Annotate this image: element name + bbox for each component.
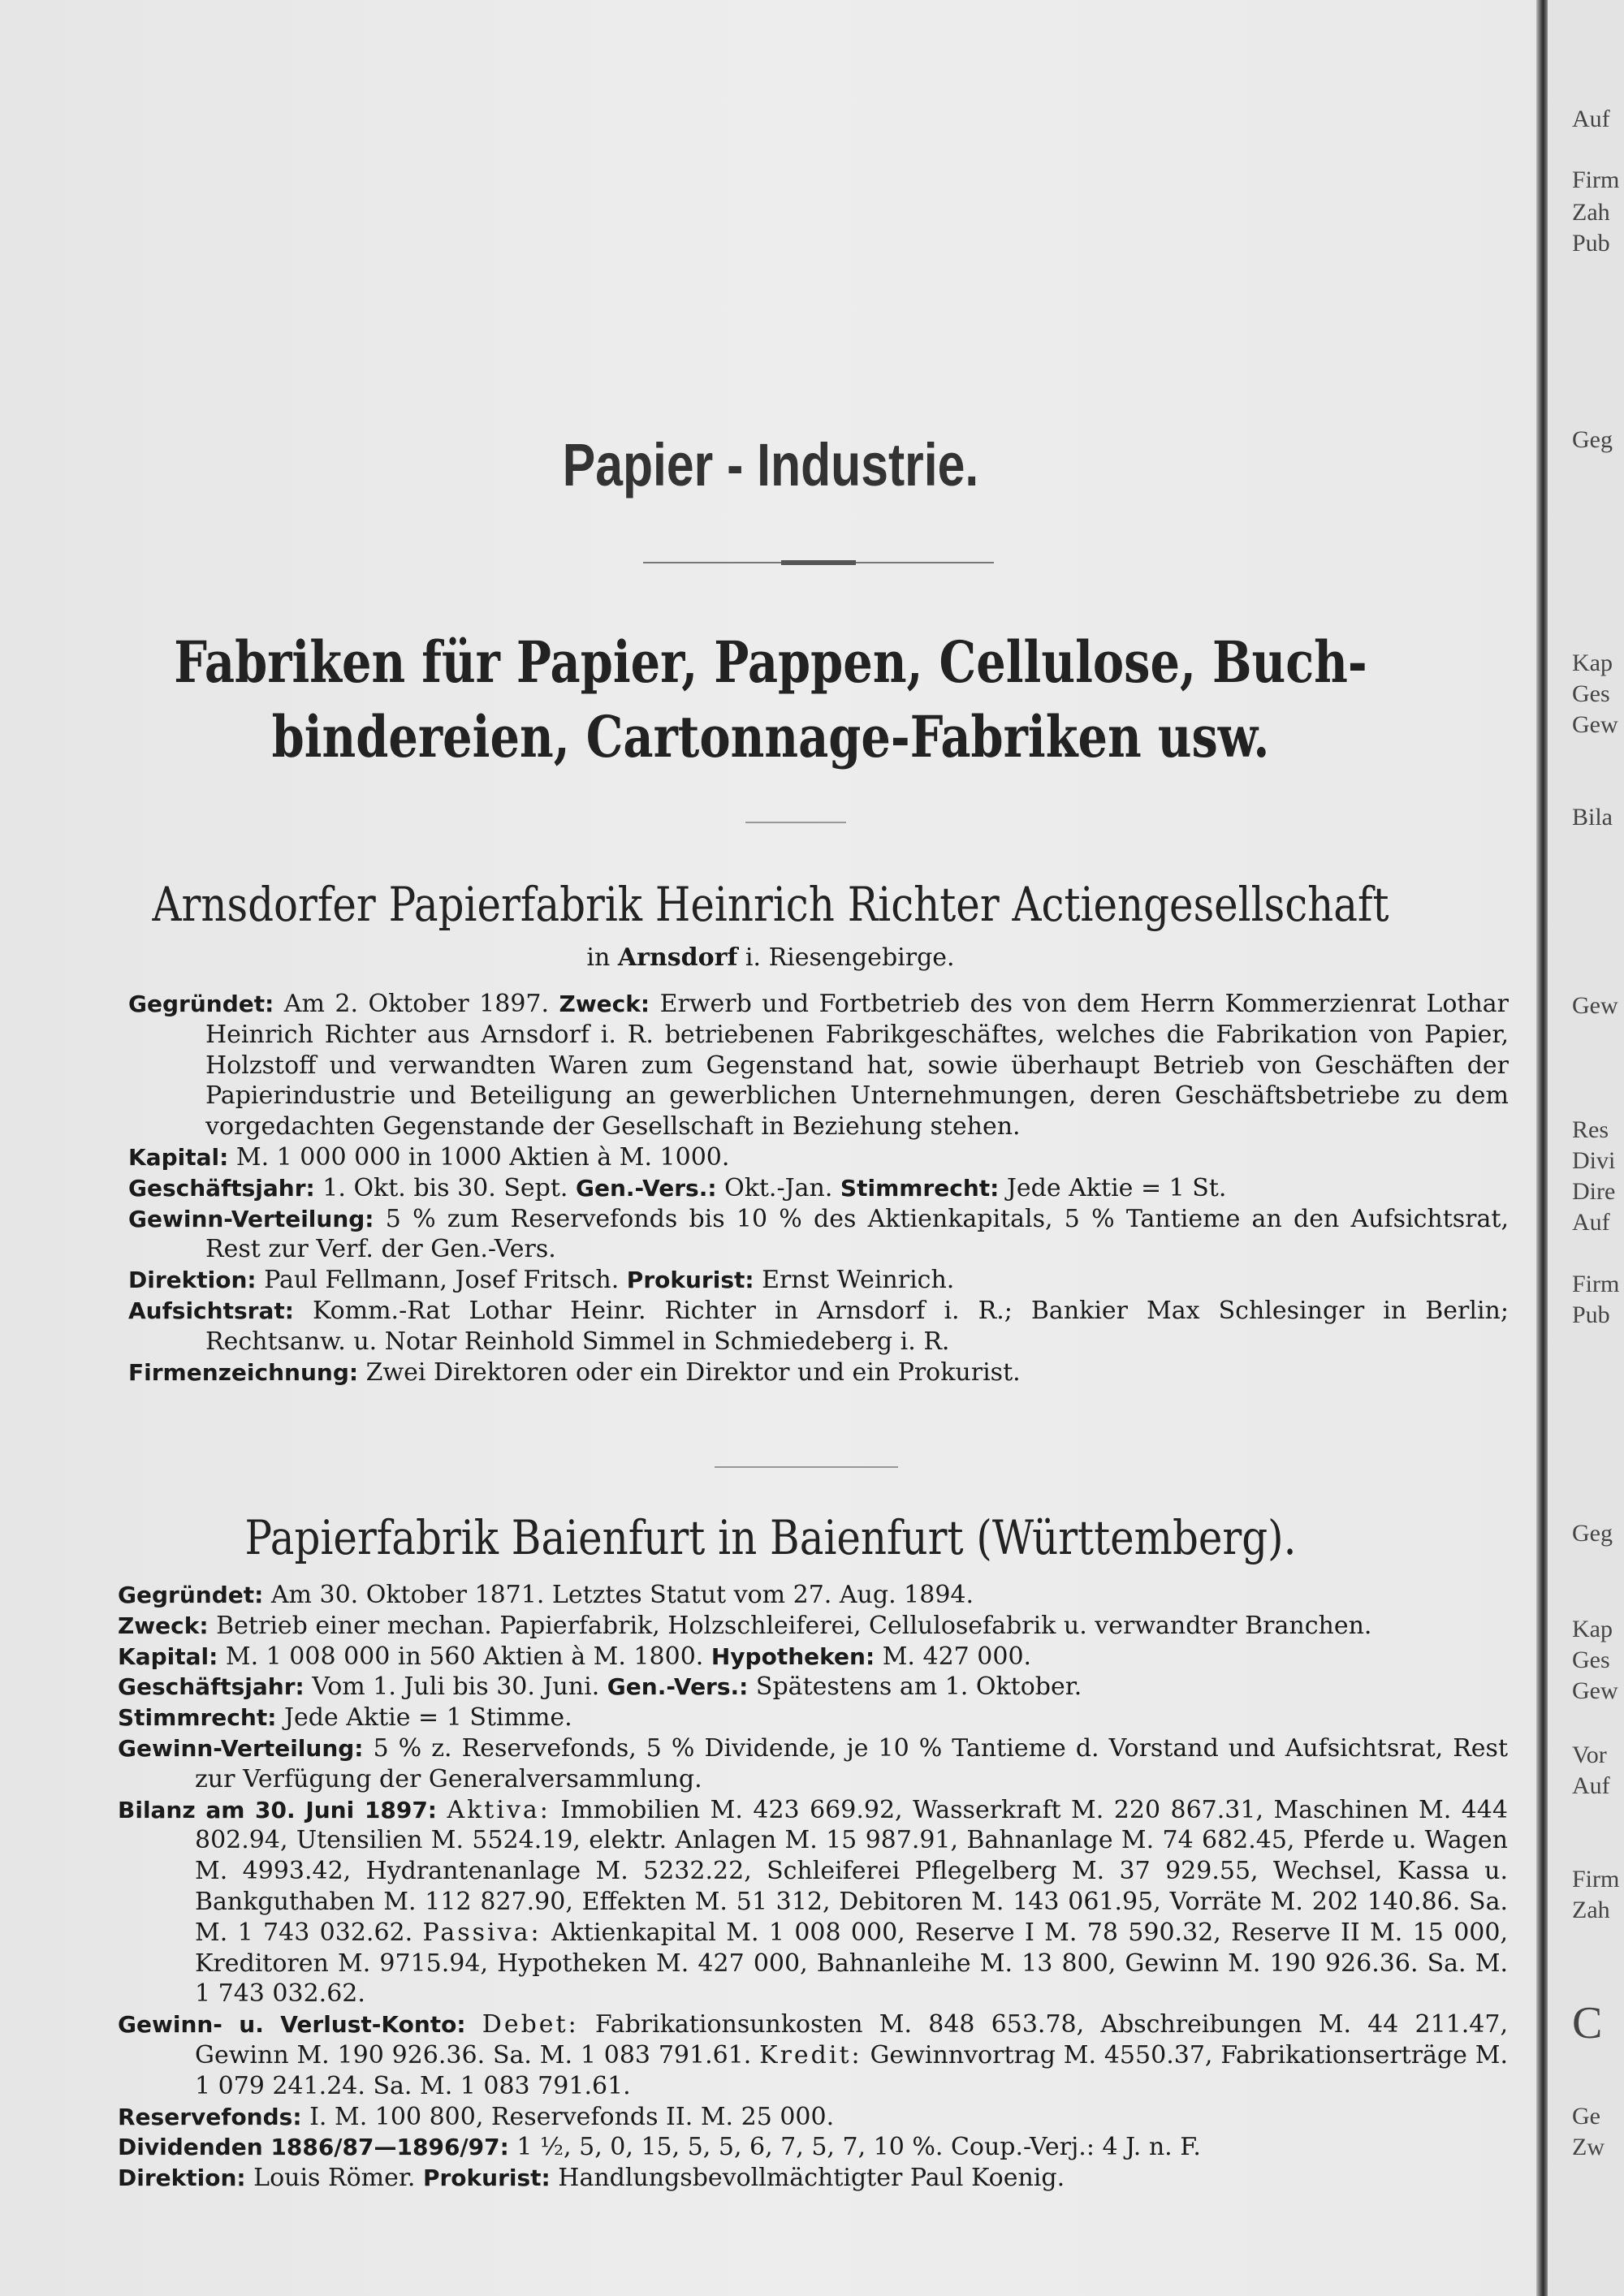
entry-label: Bilanz am 30. Juni 1897: <box>118 1796 437 1823</box>
firm1-location-suffix: i. Riesengebirge. <box>745 943 955 972</box>
entry-text: Am 2. Oktober 1897. <box>283 990 550 1018</box>
entry-label: Zweck: <box>118 1612 209 1639</box>
entry-kapital <box>118 1642 1508 1672</box>
entry-gewinn-verteilung <box>118 1733 1508 1795</box>
margin-fragment: Ge <box>1572 2103 1600 2130</box>
entry-label: Dividenden 1886/87—1896/97: <box>118 2134 509 2161</box>
margin-fragment: C <box>1572 1998 1603 2048</box>
entry-text: Spätestens am 1. Oktober. <box>755 1672 1082 1702</box>
entry-label: Direktion: <box>128 1267 257 1294</box>
entry-sublabel: Passiva: <box>422 1918 542 1947</box>
margin-fragment: Bila <box>1572 804 1613 831</box>
entry-label: Firmenzeichnung: <box>128 1358 359 1386</box>
margin-fragment: Gew <box>1572 1677 1618 1704</box>
entry-text: Fabrikationsunkosten M. 848 653.78, Abschreibungen M. 44 211.47, Gewinn M. 190 926.36. Sa. M. 1 083 791.61. <box>195 2010 1509 2069</box>
entry-text: Komm.-Rat Lothar Heinr. Richter in Arnsdorf i. R.; Bankier Max Schlesinger in Berlin; Rechtsanw. u. Notar Reinhold Simmel in Schmiedeberg i. R. <box>205 1296 1509 1356</box>
margin-fragment: Zw <box>1572 2134 1605 2160</box>
entry-text: Immobilien M. 423 669.92, Wasserkraft M. 220 867.31, Maschinen M. 444 802.94, Utensilien M. 5524.19, elektr. Anlagen M. 15 987.91, Bahnanlage M. 74 682.45, Pferde u. Wagen M. 4993.42, Hydrantenanlage M. 5232.22, Schleiferei Pflegelberg M. 37 929.55, Wechsel, Kassa u. Bankguthaben M. 112 827.90, Effekten M. 51 312, Debitoren M. 143 061.95, Vorräte M. 202 140.86. Sa. M. 1 743 032.62. <box>195 1795 1508 1947</box>
entry-text: 5 % z. Reservefonds, 5 % Dividende, je 10 % Tantieme d. Vorstand und Aufsichtsrat, Rest zur Verfügung der Generalversammlung. <box>195 1733 1508 1793</box>
entry-geschaeftsjahr <box>128 1173 1509 1204</box>
margin-fragment: Zah <box>1572 1897 1610 1923</box>
entry-text: M. 427 000. <box>882 1642 1032 1671</box>
entry-text: Erwerb und Fortbetrieb des von dem Herrn Kommerzienrat Lothar Heinrich Richter aus Arnsdorf i. R. betriebenen Fabrikgeschäftes, welches die Fabrikation von Papier, Holzstoff und verwandten Waren zum Gegenstand hat, sowie überhaupt Betrieb von Geschäften der Papierindustrie und Beteiligung an gewerblichen Unternehmungen, deren Geschäftsbetriebe zu dem vorgedachten Gegenstande der Gesellschaft in Beziehung stehen. <box>205 990 1509 1142</box>
entry-zweck <box>118 1611 1508 1642</box>
entry-text: I. M. 100 800, Reservefonds II. M. 25 000. <box>309 2102 835 2131</box>
margin-fragment: Geg <box>1572 1520 1613 1547</box>
entry-label: Stimmrecht: <box>840 1174 1000 1202</box>
firm1-location <box>0 943 1541 972</box>
entry-label: Geschäftsjahr: <box>128 1174 315 1202</box>
entry-text: Okt.-Jan. <box>724 1173 833 1202</box>
firm-separator-rule <box>715 1466 898 1468</box>
entry-text: M. 1 000 000 in 1000 Aktien à M. 1000. <box>235 1142 730 1172</box>
entry-label: Gen.-Vers.: <box>575 1174 717 1202</box>
entry-text: Aktienkapital M. 1 008 000, Reserve I M. 78 590.32, Reserve II M. 15 000, Kreditoren M. 9715.94, Hypotheken M. 427 000, Bahnanleihe M. 13 800, Gewinn M. 190 926.36. Sa. M. 1 743 032.62. <box>195 1918 1509 2009</box>
entry-label: Reservefonds: <box>118 2103 302 2130</box>
margin-fragment: Dire <box>1572 1178 1616 1205</box>
firm1-location-prefix: in <box>586 943 611 972</box>
margin-fragment: Firm <box>1572 166 1620 193</box>
margin-fragment: Firm <box>1572 1271 1620 1297</box>
entry-gegruendet <box>118 1580 1508 1611</box>
entry-text: Louis Römer. <box>253 2164 416 2193</box>
entry-sublabel: Debet: <box>482 2010 579 2039</box>
entry-direktion <box>128 1265 1509 1296</box>
entry-label: Gegründet: <box>118 1582 264 1608</box>
entry-label: Stimmrecht: <box>118 1704 277 1732</box>
entry-reservefonds <box>118 2102 1508 2133</box>
margin-fragment: Res <box>1572 1116 1609 1143</box>
adjacent-page-edge <box>1548 0 1624 2296</box>
margin-fragment: Kap <box>1572 650 1613 676</box>
entry-text: 5 % zum Reservefonds bis 10 % des Aktienkapitals, 5 % Tantieme an den Aufsichtsrat, Rest zur Verf. der Gen.-Vers. <box>205 1204 1509 1264</box>
entry-text: Betrieb einer mechan. Papierfabrik, Holzschleiferei, Cellulosefabrik u. verwandter Branchen. <box>216 1611 1372 1640</box>
entry-geschaeftsjahr <box>118 1672 1508 1703</box>
entry-sublabel: Kredit: <box>759 2040 862 2069</box>
entry-label: Gewinn- u. Verlust-Konto: <box>118 2011 466 2039</box>
margin-fragment: Gew <box>1572 711 1618 738</box>
entry-label: Aufsichtsrat: <box>128 1297 294 1324</box>
entry-text: Jede Aktie = 1 Stimme. <box>283 1703 572 1733</box>
margin-fragment: Ges <box>1572 680 1610 707</box>
margin-fragment: Gew <box>1572 992 1618 1019</box>
margin-fragment: Auf <box>1572 1209 1610 1236</box>
margin-fragment: Kap <box>1572 1616 1613 1642</box>
margin-fragment: Ges <box>1572 1646 1610 1673</box>
entry-label: Gen.-Vers.: <box>607 1673 749 1701</box>
margin-fragment: Auf <box>1572 106 1610 132</box>
entry-label: Direktion: <box>118 2164 246 2192</box>
entry-text: Am 30. Oktober 1871. Letztes Statut vom 27. Aug. 1894. <box>270 1581 974 1609</box>
entry-text: Jede Aktie = 1 St. <box>1006 1173 1227 1202</box>
entry-gegruendet <box>128 989 1509 1142</box>
entry-firmenzeichnung <box>128 1357 1509 1388</box>
subtitle-rule <box>745 822 846 823</box>
book-gutter <box>1536 0 1548 2296</box>
margin-fragment: Vor <box>1572 1741 1607 1768</box>
firm1-location-place: Arnsdorf <box>617 943 738 972</box>
entry-text: Ernst Weinrich. <box>762 1266 955 1295</box>
entry-text: M. 1 008 000 in 560 Aktien à M. 1800. <box>225 1642 704 1671</box>
entry-text: 1. Okt. bis 30. Sept. <box>322 1173 568 1202</box>
entry-label: Zweck: <box>559 990 650 1017</box>
entry-text: Zwei Direktoren oder ein Direktor und ein Prokurist. <box>365 1357 1021 1387</box>
margin-fragment: Geg <box>1572 426 1613 453</box>
entry-label: Gewinn-Verteilung: <box>128 1205 374 1232</box>
margin-fragment: Divi <box>1572 1147 1616 1174</box>
title-rule <box>643 562 994 563</box>
category-subtitle <box>139 625 1402 775</box>
margin-fragment: Auf <box>1572 1772 1610 1799</box>
entry-gewinn-verlust-konto <box>118 2009 1508 2101</box>
entry-text: Gewinnvortrag M. 4550.37, Fabrikationserträge M. 1 079 241.24. Sa. M. 1 083 791.61. <box>195 2040 1508 2100</box>
entry-label: Prokurist: <box>626 1267 754 1294</box>
margin-fragment: Zah <box>1572 199 1610 226</box>
firm2-entries <box>118 1580 1508 2194</box>
firm1-entries <box>128 989 1509 1388</box>
entry-label: Kapital: <box>128 1143 229 1171</box>
subtitle-line-1: Fabriken für Papier, Pappen, Cellulose, Buch- <box>174 628 1367 696</box>
margin-fragment: Firm <box>1572 1866 1620 1892</box>
entry-label: Geschäftsjahr: <box>118 1673 304 1701</box>
entry-gewinn-verteilung <box>128 1204 1509 1266</box>
entry-label: Gewinn-Verteilung: <box>118 1734 364 1762</box>
entry-label: Gegründet: <box>128 990 274 1017</box>
entry-aufsichtsrat <box>128 1296 1509 1357</box>
entry-text: Paul Fellmann, Josef Fritsch. <box>264 1266 620 1295</box>
entry-bilanz <box>118 1795 1508 2010</box>
entry-direktion <box>118 2163 1508 2194</box>
entry-label: Hypotheken: <box>710 1642 875 1670</box>
firm2-name: Papierfabrik Baienfurt in Baienfurt (Württemberg). <box>244 1510 1297 1565</box>
section-title: Papier - Industrie. <box>562 431 979 498</box>
entry-text: Vom 1. Juli bis 30. Juni. <box>312 1672 600 1702</box>
margin-fragment: Pub <box>1572 230 1610 257</box>
subtitle-line-2: bindereien, Cartonnage-Fabriken usw. <box>271 703 1270 770</box>
entry-label: Prokurist: <box>422 2164 551 2192</box>
entry-dividenden <box>118 2132 1508 2163</box>
firm1-name: Arnsdorfer Papierfabrik Heinrich Richter Actiengesellschaft <box>152 877 1389 932</box>
margin-fragment: Pub <box>1572 1301 1610 1328</box>
entry-sublabel: Aktiva: <box>447 1795 551 1824</box>
entry-text: Handlungsbevollmächtigter Paul Koenig. <box>558 2164 1065 2193</box>
entry-kapital <box>128 1142 1509 1173</box>
entry-stimmrecht <box>118 1703 1508 1733</box>
entry-text: 1 ½, 5, 0, 15, 5, 5, 6, 7, 5, 7, 10 %. Coup.-Verj.: 4 J. n. F. <box>516 2133 1201 2162</box>
entry-label: Kapital: <box>118 1642 218 1670</box>
